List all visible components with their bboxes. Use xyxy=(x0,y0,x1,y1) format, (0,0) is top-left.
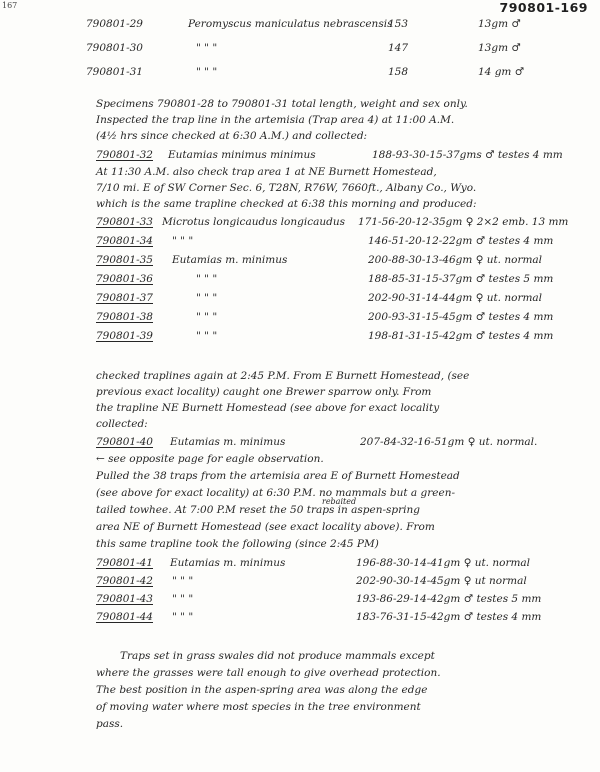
notes-line: pass. xyxy=(96,718,124,730)
measurement: 146-51-20-12-22gm ♂ testes 4 mm xyxy=(368,235,554,247)
catalog-number: 790801-44 xyxy=(96,611,153,623)
measurement: 183-76-31-15-42gm ♂ testes 4 mm xyxy=(356,611,542,623)
catalog-number: 790801-41 xyxy=(96,557,153,569)
notes-line: where the grasses were tall enough to give overhead protection. xyxy=(96,667,441,679)
catalog-number: 790801-42 xyxy=(96,575,153,587)
catalog-number: 790801-35 xyxy=(96,254,153,266)
specimen-row xyxy=(0,66,600,80)
measurement: 200-93-31-15-45gm ♂ testes 4 mm xyxy=(368,311,554,323)
measurement: 202-90-31-14-44gm ♀ ut. normal xyxy=(368,292,543,304)
notes-line: (see above for exact locality) at 6:30 P.M. no mammals but a green- xyxy=(96,487,456,499)
notes-line: the trapline NE Burnett Homestead (see above for exact locality xyxy=(96,402,440,414)
notes-line: Inspected the trap line in the artemisia (Trap area 4) at 11:00 A.M. xyxy=(96,114,455,126)
specimen-row xyxy=(0,436,600,450)
measurement: 202-90-30-14-45gm ♀ ut normal xyxy=(356,575,527,587)
weight-sex: 14 gm ♂ xyxy=(478,66,525,78)
specimen-row xyxy=(0,18,600,32)
specimen-row xyxy=(0,575,600,589)
measurement: 193-86-29-14-42gm ♂ testes 5 mm xyxy=(356,593,542,605)
catalog-number: 790801-40 xyxy=(96,436,153,448)
catalog-number: 790801-38 xyxy=(96,311,153,323)
measurement: 207-84-32-16-51gm ♀ ut. normal. xyxy=(360,436,538,448)
species-name: Peromyscus maniculatus nebrascensis xyxy=(188,18,393,30)
ditto-marks: " " " xyxy=(196,42,218,54)
weight-sex: 13gm ♂ xyxy=(478,18,521,30)
specimen-row xyxy=(0,216,600,230)
specimen-row xyxy=(0,593,600,607)
specimen-row xyxy=(0,235,600,249)
ditto-marks: " " " xyxy=(172,575,194,587)
eagle-observation-note: ← see opposite page for eagle observation. xyxy=(96,453,324,465)
notes-line: tailed towhee. At 7:00 P.M reset the 50 traps in aspen-spring xyxy=(96,504,420,516)
notes-line: collected: xyxy=(96,418,148,430)
notes-line: which is the same trapline checked at 6:38 this morning and produced: xyxy=(96,198,477,210)
measurement: 171-56-20-12-35gm ♀ 2×2 emb. 13 mm xyxy=(358,216,569,228)
catalog-number: 790801-34 xyxy=(96,235,153,247)
rebaited-insertion: rebaited xyxy=(322,497,357,506)
page-corner-mark: 167 xyxy=(2,1,18,10)
specimen-row xyxy=(0,330,600,344)
species-name: Eutamias m. minimus xyxy=(172,254,288,266)
specimen-row xyxy=(0,557,600,571)
specimen-row xyxy=(0,611,600,625)
notes-line: checked traplines again at 2:45 P.M. From E Burnett Homestead, (see xyxy=(96,370,470,382)
ditto-marks: " " " xyxy=(172,593,194,605)
notes-line: Traps set in grass swales did not produce mammals except xyxy=(120,650,435,662)
measurement: 196-88-30-14-41gm ♀ ut. normal xyxy=(356,557,531,569)
notes-line: area NE of Burnett Homestead (see exact locality above). From xyxy=(96,521,435,533)
catalog-number: 790801-31 xyxy=(86,66,143,78)
specimen-row xyxy=(0,149,600,163)
notes-line: previous exact locality) caught one Brewer sparrow only. From xyxy=(96,386,432,398)
catalog-number: 790801-30 xyxy=(86,42,143,54)
notes-line: this same trapline took the following (since 2:45 PM) xyxy=(96,538,379,550)
notes-line: Pulled the 38 traps from the artemisia area E of Burnett Homestead xyxy=(96,470,460,482)
ditto-marks: " " " xyxy=(196,330,218,342)
measurement: 188-85-31-15-37gm ♂ testes 5 mm xyxy=(368,273,554,285)
ditto-marks: " " " xyxy=(196,292,218,304)
measurement: 198-81-31-15-42gm ♂ testes 4 mm xyxy=(368,330,554,342)
page-id: 790801-169 xyxy=(499,0,588,15)
measurement: 188-93-30-15-37gms ♂ testes 4 mm xyxy=(372,149,563,161)
species-name: Eutamias m. minimus xyxy=(170,436,286,448)
notes-line: of moving water where most species in the tree environment xyxy=(96,701,421,713)
catalog-number: 790801-43 xyxy=(96,593,153,605)
species-name: Eutamias minimus minimus xyxy=(168,149,316,161)
specimen-row xyxy=(0,292,600,306)
catalog-number: 790801-33 xyxy=(96,216,153,228)
notes-line: (4½ hrs since checked at 6:30 A.M.) and collected: xyxy=(96,130,368,142)
notes-line: The best position in the aspen-spring area was along the edge xyxy=(96,684,428,696)
ditto-marks: " " " xyxy=(196,273,218,285)
catalog-number: 790801-37 xyxy=(96,292,153,304)
catalog-number: 790801-29 xyxy=(86,18,143,30)
ditto-marks: " " " xyxy=(172,611,194,623)
catalog-number: 790801-36 xyxy=(96,273,153,285)
notes-line: 7/10 mi. E of SW Corner Sec. 6, T28N, R76W, 7660ft., Albany Co., Wyo. xyxy=(96,182,477,194)
measurement: 147 xyxy=(388,42,409,54)
specimen-row xyxy=(0,42,600,56)
ditto-marks: " " " xyxy=(196,311,218,323)
catalog-number: 790801-39 xyxy=(96,330,153,342)
notes-line: At 11:30 A.M. also check trap area 1 at NE Burnett Homestead, xyxy=(96,166,437,178)
specimen-row xyxy=(0,311,600,325)
specimen-row xyxy=(0,273,600,287)
weight-sex: 13gm ♂ xyxy=(478,42,521,54)
specimen-row xyxy=(0,254,600,268)
measurement: 158 xyxy=(388,66,409,78)
measurement: 153 xyxy=(388,18,409,30)
species-name: Microtus longicaudus longicaudus xyxy=(162,216,345,228)
measurement: 200-88-30-13-46gm ♀ ut. normal xyxy=(368,254,543,266)
species-name: Eutamias m. minimus xyxy=(170,557,286,569)
notes-line: Specimens 790801-28 to 790801-31 total length, weight and sex only. xyxy=(96,98,468,110)
ditto-marks: " " " xyxy=(196,66,218,78)
ditto-marks: " " " xyxy=(172,235,194,247)
catalog-number: 790801-32 xyxy=(96,149,153,161)
